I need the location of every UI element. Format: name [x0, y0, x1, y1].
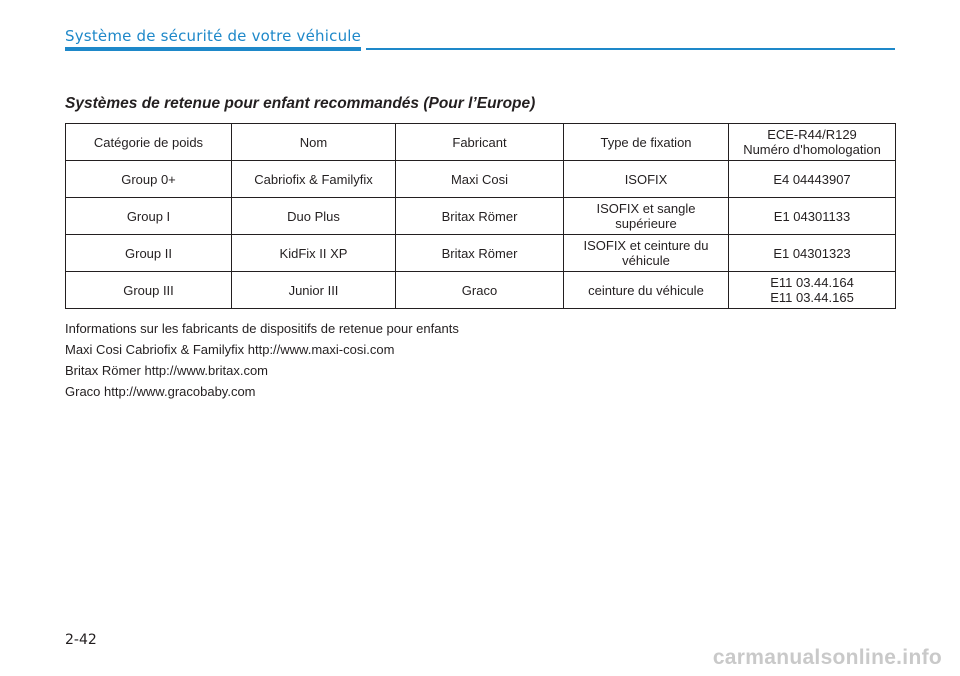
manufacturer-info-line: Graco http://www.gracobaby.com: [65, 384, 256, 399]
header-name: Nom: [232, 124, 396, 161]
manufacturer-info-intro: Informations sur les fabricants de dispositifs de retenue pour enfants: [65, 321, 459, 336]
chapter-rule-thin: [366, 48, 895, 50]
cell-fixation: [564, 235, 729, 272]
table-row: [66, 161, 896, 198]
cell-name: KidFix II XP: [232, 235, 396, 272]
cell-approval-line1: E11 03.44.164: [770, 275, 854, 290]
section-title: Systèmes de retenue pour enfant recommandés (Pour l’Europe): [65, 95, 536, 112]
cell-weight: Group I: [66, 198, 232, 235]
cell-manufacturer: Britax Römer: [396, 235, 564, 272]
cell-name: Junior III: [232, 272, 396, 309]
cell-fixation-line2: supérieure: [615, 216, 677, 231]
cell-approval: [729, 198, 896, 235]
manufacturer-info-line: Maxi Cosi Cabriofix & Familyfix http://www.maxi-cosi.com: [65, 342, 395, 357]
cell-fixation-line1: ISOFIX et sangle: [596, 201, 696, 216]
table-row: [66, 198, 896, 235]
cell-manufacturer: Maxi Cosi: [396, 161, 564, 198]
cell-approval-line1: E4 04443907: [773, 171, 851, 187]
table-row: [66, 272, 896, 309]
cell-name: Cabriofix & Familyfix: [232, 161, 396, 198]
cell-fixation: [564, 272, 729, 309]
cell-fixation-line2: véhicule: [622, 253, 670, 268]
watermark: carmanualsonline.info: [712, 646, 942, 669]
cell-weight: Group II: [66, 235, 232, 272]
page-number: 2-42: [65, 632, 97, 648]
table-row: [66, 235, 896, 272]
cell-fixation-line1: ceinture du véhicule: [588, 282, 704, 298]
cell-fixation-line1: ISOFIX: [624, 171, 668, 187]
cell-fixation: [564, 198, 729, 235]
cell-fixation: [564, 161, 729, 198]
cell-approval-line2: E11 03.44.165: [770, 290, 854, 305]
cell-weight: Group III: [66, 272, 232, 309]
cell-manufacturer: Britax Römer: [396, 198, 564, 235]
cell-manufacturer: Graco: [396, 272, 564, 309]
cell-name: Duo Plus: [232, 198, 396, 235]
cell-fixation-line1: ISOFIX et ceinture du: [583, 238, 709, 253]
cell-approval-line1: E1 04301323: [773, 245, 851, 261]
cell-weight: Group 0+: [66, 161, 232, 198]
header-weight-category: Catégorie de poids: [66, 124, 232, 161]
cell-approval: [729, 235, 896, 272]
header-manufacturer: Fabricant: [396, 124, 564, 161]
header-approval-line2: Numéro d'homologation: [743, 142, 881, 157]
cell-approval-line1: E1 04301133: [773, 208, 851, 224]
header-approval-number: [729, 124, 896, 161]
manufacturer-info-line: Britax Römer http://www.britax.com: [65, 363, 268, 378]
chapter-rule-thick: [65, 47, 361, 51]
header-fixation-type: Type de fixation: [564, 124, 729, 161]
cell-approval: [729, 161, 896, 198]
chapter-title: Système de sécurité de votre véhicule: [65, 27, 362, 45]
table-header-row: [66, 124, 896, 161]
cell-approval: [729, 272, 896, 309]
child-restraint-table: [65, 123, 896, 309]
header-approval-line1: ECE-R44/R129: [767, 127, 857, 142]
